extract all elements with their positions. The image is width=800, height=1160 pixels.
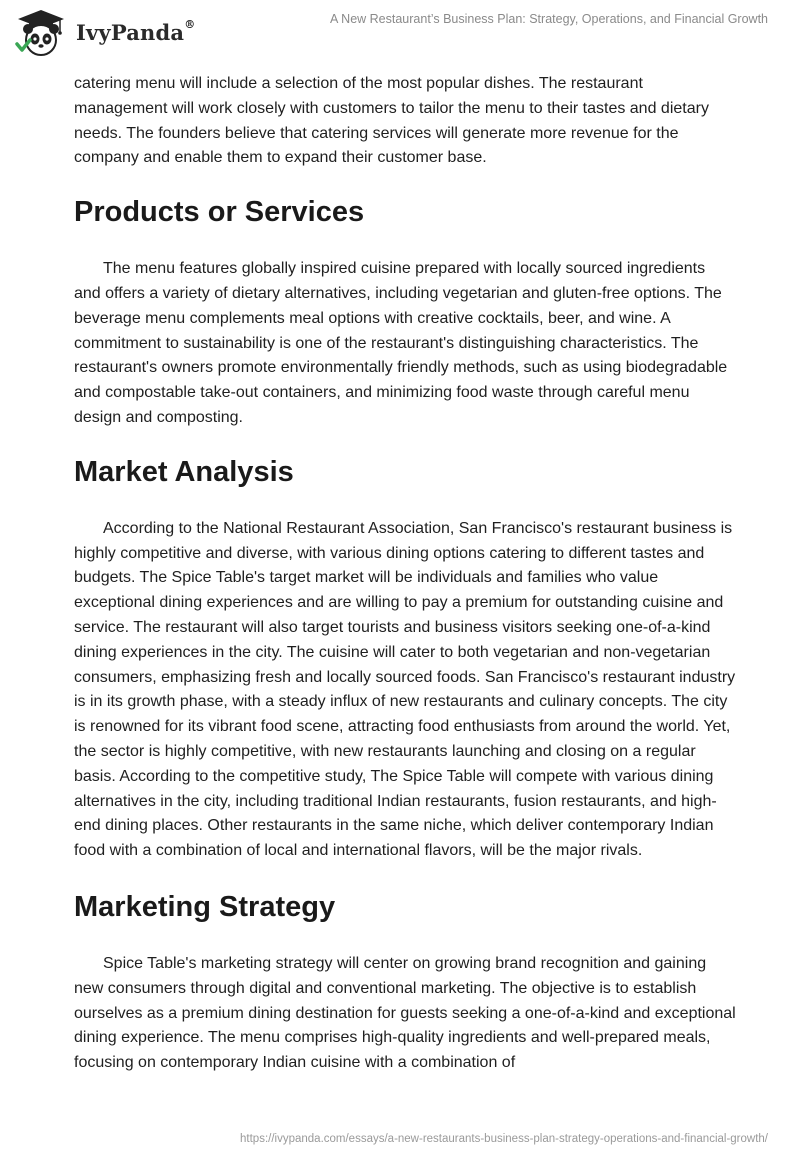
registered-mark: ®: [184, 18, 196, 31]
section-heading-marketing-strategy: Marketing Strategy: [74, 890, 336, 923]
page-header: [0, 0, 800, 70]
panda-graduate-icon: [14, 8, 68, 58]
essay-content: [74, 72, 736, 1076]
document-title: A New Restaurant’s Business Plan: Strategy, Operations, and Financial Growth: [330, 12, 768, 26]
section-heading-products-services: Products or Services: [74, 196, 365, 229]
intro-paragraph: catering menu will include a selection of the most popular dishes. The restaurant management will work closely with customers to tailor the menu to their tastes and dietary needs. The founders believe that catering services will generate more revenue for the company and enable them to expand their customer base.: [74, 75, 709, 167]
section-paragraph-marketing-strategy: Spice Table's marketing strategy will center on growing brand recognition and gaining new consumers through digital and conventional marketing. The objective is to establish ourselves as a premium dining destination for guests seeking a one-of-a-kind and exceptional dining experience. The menu comprises high-quality ingredients and well-prepared meals, focusing on contemporary Indian cuisine with a combination of: [74, 954, 736, 1072]
brand-name-text: IvyPanda: [76, 20, 185, 45]
section-paragraph-products-services: The menu features globally inspired cuisine prepared with locally sourced ingredients and offers a variety of dietary alternatives, including vegetarian and gluten-free options. The beverage menu complements meal options with creative cocktails, beer, and wine. A commitment to sustainability is one of the restaurant's distinguishing characteristics. The restaurant's owners promote environmentally friendly methods, such as using biodegradable and compostable take-out containers, and minimizing food waste through careful menu design and composting.: [74, 260, 728, 426]
source-url[interactable]: https://ivypanda.com/essays/a-new-restaurants-business-plan-strategy-operations-and-financial-growth/: [240, 1133, 768, 1145]
section-paragraph-market-analysis: According to the National Restaurant Association, San Francisco's restaurant business is highly competitive and diverse, with various dining options catering to different tastes and budgets. The Spice Table's target market will be individuals and families who value exceptional dining experiences and are willing to pay a premium for outstanding cuisine and service. The restaurant will also target tourists and business visitors seeking one-of-a-kind dining experiences in the city. The cuisine will cater to both vegetarian and non-vegetarian consumers, emphasizing fresh and locally sourced foods. San Francisco's restaurant industry is in its growth phase, with a steady influx of new restaurants and culinary concepts. The city is renowned for its vibrant food scene, attracting food enthusiasts from around the world. Yet, the sector is highly competitive, with new restaurants launching and closing on a regular basis. According to the competitive study, The Spice Table will compete with various dining alternatives in the city, including traditional Indian restaurants, fusion restaurants, and high-end dining places. Other restaurants in the same niche, which deliver contemporary Indian food with a combination of local and international flavors, will be the major rivals.: [74, 519, 736, 860]
section-heading-market-analysis: Market Analysis: [74, 455, 294, 488]
brand-name[interactable]: [76, 20, 195, 45]
